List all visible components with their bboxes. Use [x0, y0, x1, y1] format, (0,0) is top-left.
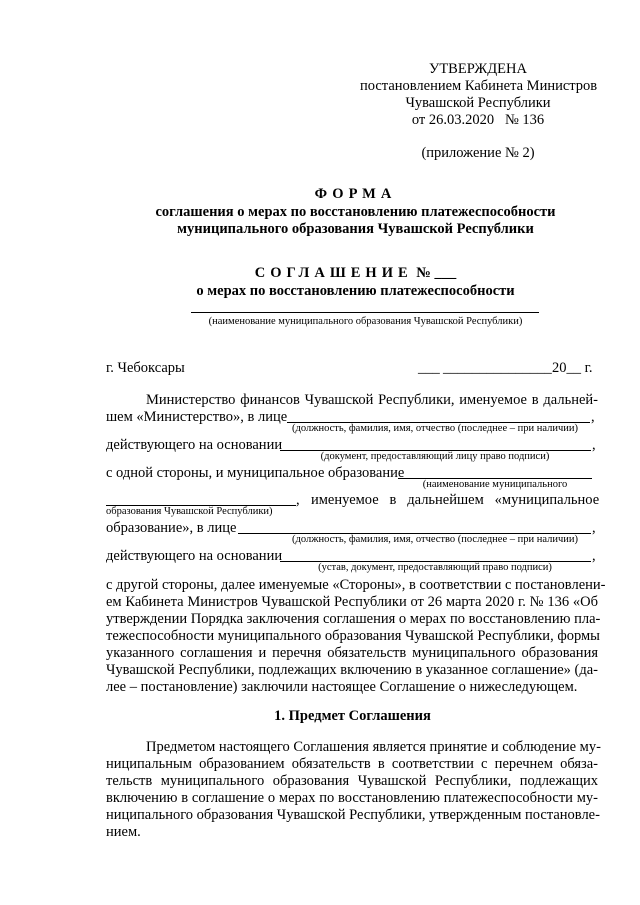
caption-position-1: (должность, фамилия, имя, отчество (последнее – при наличии) [292, 423, 578, 434]
approval-region: Чувашской Республики [405, 95, 551, 111]
caption-document: (документ, предоставляющий лицу право подписи) [320, 451, 550, 462]
caption-charter: (устав, документ, предоставляющий право подписи) [318, 562, 552, 573]
s1-line: включению в соглашение о мерах по восстановлению платежеспособности му- [106, 790, 598, 806]
date-year: 20__ г. [552, 360, 593, 376]
p2-line: утверждении Порядка заключения соглашения о мерах по восстановлению пла- [106, 611, 601, 627]
municipality-in-person: образование», в лице [106, 520, 237, 536]
s1-line: ниципальным образованием обязательств в соответствии с перечнем обяза- [106, 756, 598, 772]
municipality-caption: (наименование муниципального образования Чувашской Республики) [208, 316, 523, 327]
s1-line: ниципального образования Чувашской Республики, утвержденным постановле- [106, 807, 600, 823]
s1-last-line: нием. [106, 824, 141, 840]
caption-municipality-2: образования Чувашской Республики) [106, 506, 273, 517]
agreement-subtitle: о мерах по восстановлению платежеспособности [196, 283, 515, 299]
date-blank-month[interactable]: _______________ [443, 360, 552, 376]
p2-line: указанного соглашения и перечня обязательств муниципального образования [106, 645, 598, 661]
appendix-note: (приложение № 2) [421, 145, 535, 161]
municipality-name-line[interactable] [191, 312, 539, 313]
approval-title: УТВЕРЖДЕНА [429, 61, 527, 77]
s1-line: тельств муниципального образования Чувашской Республики, подлежащих [106, 773, 598, 789]
referred-municipality: именуемое в дальнейшем «муниципальное [311, 492, 600, 508]
p2-line: с другой стороны, далее именуемые «Стороны», в соответствии с постановлени- [106, 577, 606, 593]
section-1-title: 1. Предмет Соглашения [274, 708, 431, 724]
parties-line-1: Министерство финансов Чувашской Республики, именуемое в дальней- [146, 392, 598, 408]
p2-line: ем Кабинета Министров Чувашской Республики от 26 марта 2020 г. № 136 «Об [106, 594, 598, 610]
caption-position-2: (должность, фамилия, имя, отчество (последнее – при наличии) [292, 534, 578, 545]
form-heading: ФОРМА [314, 186, 397, 202]
approval-issuer: постановлением Кабинета Министров [360, 78, 598, 94]
city: г. Чебоксары [106, 360, 185, 376]
p2-line: тежеспособности муниципального образования Чувашской Республики, формы [106, 628, 600, 644]
date-blank-day[interactable]: ___ [418, 360, 440, 376]
approval-date-number: от 26.03.2020 № 136 [411, 112, 545, 128]
caption-municipality-1: (наименование муниципального [422, 479, 568, 490]
acting-basis-2: действующего на основании [106, 548, 283, 564]
p2-line: Чувашской Республики, подлежащих включению в указанное соглашение» (да- [106, 662, 598, 678]
p2-last-line: лее – постановление) заключили настоящее Соглашение о нижеследующем. [106, 679, 578, 695]
parties-line-2: шем «Министерство», в лице [106, 409, 288, 425]
form-subtitle-1: соглашения о мерах по восстановлению платежеспособности [155, 204, 556, 220]
s1-line: Предметом настоящего Соглашения является принятие и соблюдение му- [146, 739, 601, 755]
acting-basis-1: действующего на основании [106, 437, 283, 453]
one-side-text: с одной стороны, и муниципальное образование [106, 465, 405, 481]
agreement-title: СОГЛАШЕНИЕ [254, 265, 413, 281]
agreement-title-row [0, 265, 640, 282]
form-subtitle-2: муниципального образования Чувашской Республики [177, 221, 534, 237]
agreement-number: № ___ [416, 265, 457, 281]
